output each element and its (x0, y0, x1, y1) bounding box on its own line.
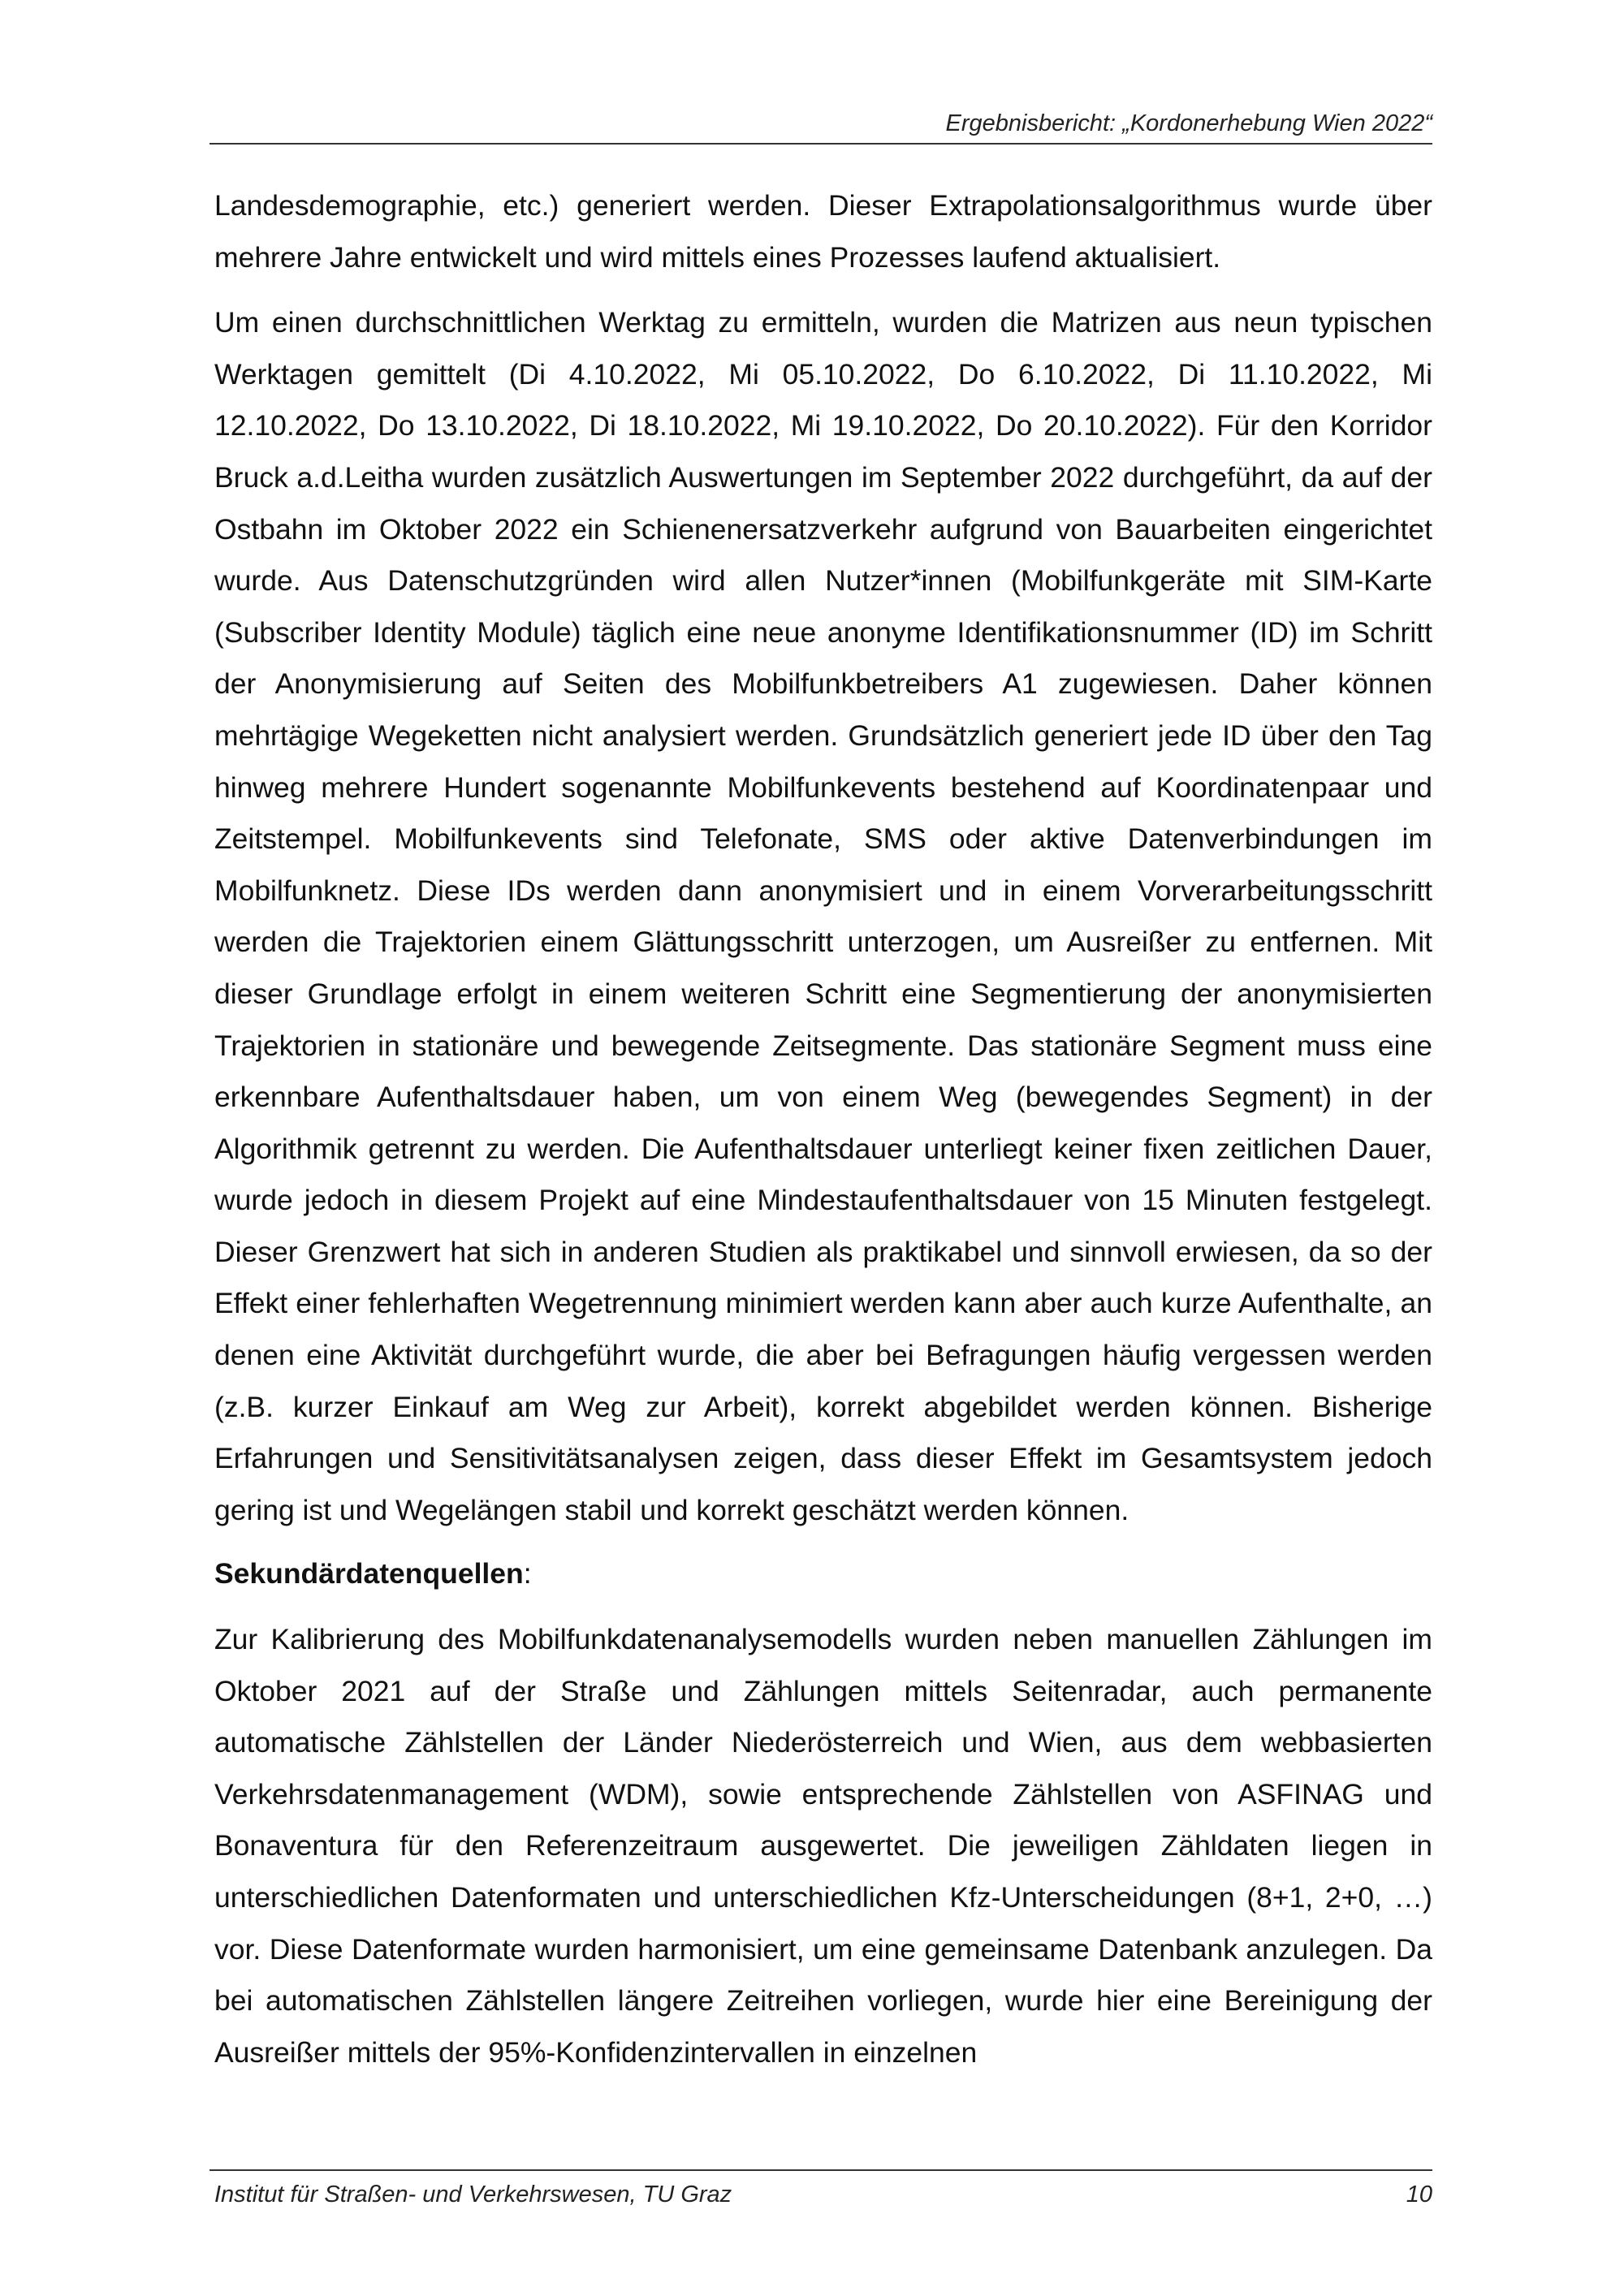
section-heading (214, 1548, 1432, 1600)
page-number: 10 (1406, 2182, 1432, 2208)
section-heading-text: Sekundärdatenquellen (214, 1557, 524, 1590)
header-rule (209, 143, 1432, 145)
paragraph-2: Um einen durchschnittlichen Werktag zu ermitteln, wurden die Matrizen aus neun typischen Werktagen gemittelt (Di 4.10.2022, Mi 05.10.2022, Do 6.10.2022, Di 11.10.2022, Mi 12.10.2022, Do 13.10.2022, Di 18.10.2022, Mi 19.10.2022, Do 20.10.2022). Für den Korridor Bruck a.d.Leitha wurden zusätzlich Auswertungen im September 2022 durchgeführt, da auf der Ostbahn im Oktober 2022 ein Schienenersatzverkehr aufgrund von Bauarbeiten eingerichtet wurde. Aus Datenschutzgründen wird allen Nutzer*innen (Mobilfunkgeräte mit SIM-Karte (Subscriber Identity Module) täglich eine neue anonyme Identifikationsnummer (ID) im Schritt der Anonymisierung auf Seiten des Mobilfunkbetreibers A1 zugewiesen. Daher können mehrtägige Wegeketten nicht analysiert werden. Grundsätzlich generiert jede ID über den Tag hinweg mehrere Hundert sogenannte Mobilfunkevents bestehend auf Koordinatenpaar und Zeitstempel. Mobilfunkevents sind Telefonate, SMS oder aktive Datenverbindungen im Mobilfunknetz. Diese IDs werden dann anonymisiert und in einem Vorverarbeitungsschritt werden die Trajektorien einem Glättungsschritt unterzogen, um Ausreißer zu entfernen. Mit dieser Grundlage erfolgt in einem weiteren Schritt eine Segmentierung der anonymisierten Trajektorien in stationäre und bewegende Zeitsegmente. Das stationäre Segment muss eine erkennbare Aufenthaltsdauer haben, um von einem Weg (bewegendes Segment) in der Algorithmik getrennt zu werden. Die Aufenthaltsdauer unterliegt keiner fixen zeitlichen Dauer, wurde jedoch in diesem Projekt auf eine Mindestaufenthaltsdauer von 15 Minuten festgelegt. Dieser Grenzwert hat sich in anderen Studien als praktikabel und sinnvoll erwiesen, da so der Effekt einer fehlerhaften Wegetrennung minimiert werden kann aber auch kurze Aufenthalte, an denen eine Aktivität durchgeführt wurde, die aber bei Befragungen häufig vergessen werden (z.B. kurzer Einkauf am Weg zur Arbeit), korrekt abgebildet werden können. Bisherige Erfahrungen und Sensitivitätsanalysen zeigen, dass dieser Effekt im Gesamtsystem jedoch gering ist und Wegelängen stabil und korrekt geschätzt werden können. (214, 306, 1432, 1526)
paragraph-1: Landesdemographie, etc.) generiert werden. Dieser Extrapolationsalgorithmus wurde über mehrere Jahre entwickelt und wird mittels eines Prozesses laufend aktualisiert. (214, 189, 1432, 274)
footer-rule (209, 2169, 1432, 2171)
paragraph-3: Zur Kalibrierung des Mobilfunkdatenanalysemodells wurden neben manuellen Zählungen im Oktober 2021 auf der Straße und Zählungen mittels Seitenradar, auch permanente automatische Zählstellen der Länder Niederösterreich und Wien, aus dem webbasierten Verkehrsdatenmanagement (WDM), sowie entsprechende Zählstellen von ASFINAG und Bonaventura für den Referenzeitraum ausgewertet. Die jeweiligen Zähldaten liegen in unterschiedlichen Datenformaten und unterschiedlichen Kfz-Unterscheidungen (8+1, 2+0, …) vor. Diese Datenformate wurden harmonisiert, um eine gemeinsame Datenbank anzulegen. Da bei automatischen Zählstellen längere Zeitreihen vorliegen, wurde hier eine Bereinigung der Ausreißer mittels der 95%-Konfidenzintervallen in einzelnen (214, 1623, 1432, 2069)
footer-institution: Institut für Straßen- und Verkehrswesen, TU Graz (214, 2182, 732, 2208)
running-header: Ergebnisbericht: „Kordonerhebung Wien 2022“ (945, 110, 1432, 136)
section-heading-colon: : (523, 1557, 532, 1590)
body-text (214, 180, 1432, 2091)
